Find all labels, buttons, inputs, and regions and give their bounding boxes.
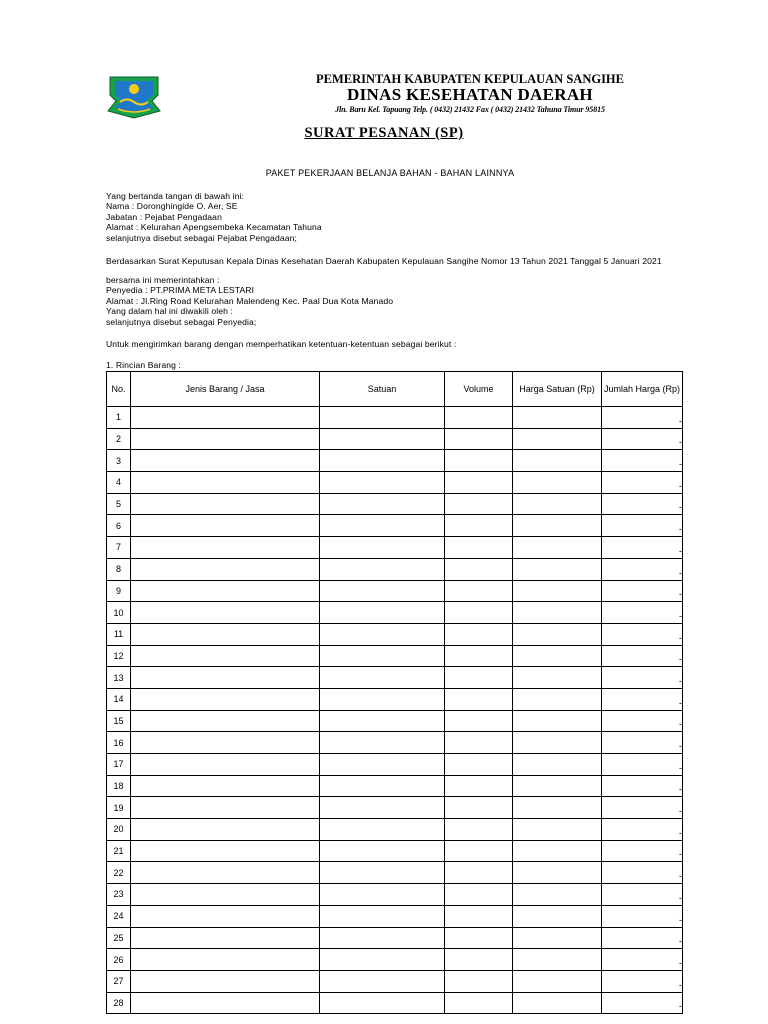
unit-cell — [320, 927, 445, 949]
row-number: 8 — [107, 558, 131, 580]
row-number: 20 — [107, 819, 131, 841]
unit-price-cell — [513, 558, 602, 580]
official-name: Nama : Doronghingide O. Aer, SE — [106, 201, 238, 211]
items-table-body — [107, 407, 683, 1014]
volume-cell — [445, 407, 513, 429]
item-cell — [131, 905, 320, 927]
volume-cell — [445, 797, 513, 819]
total-price-cell: - — [602, 949, 683, 971]
item-cell — [131, 537, 320, 559]
row-number: 7 — [107, 537, 131, 559]
unit-cell — [320, 558, 445, 580]
unit-price-cell — [513, 884, 602, 906]
item-cell — [131, 754, 320, 776]
unit-price-cell — [513, 580, 602, 602]
total-price-cell: - — [602, 602, 683, 624]
item-cell — [131, 992, 320, 1014]
unit-cell — [320, 949, 445, 971]
volume-cell — [445, 580, 513, 602]
unit-cell — [320, 840, 445, 862]
unit-cell — [320, 797, 445, 819]
row-number: 24 — [107, 905, 131, 927]
unit-price-cell — [513, 407, 602, 429]
row-number: 28 — [107, 992, 131, 1014]
agency-name: DINAS KESEHATAN DAERAH — [347, 85, 593, 104]
unit-cell — [320, 472, 445, 494]
column-header-no: No. — [107, 372, 131, 407]
total-price-cell: - — [602, 623, 683, 645]
intro-opening: Yang bertanda tangan di bawah ini: — [106, 191, 244, 201]
row-number: 5 — [107, 493, 131, 515]
government-name: PEMERINTAH KABUPATEN KEPULAUAN SANGIHE — [315, 72, 624, 86]
column-header-item: Jenis Barang / Jasa — [131, 372, 320, 407]
column-header-unit: Satuan — [320, 372, 445, 407]
row-number: 2 — [107, 428, 131, 450]
row-number: 23 — [107, 884, 131, 906]
row-number: 4 — [107, 472, 131, 494]
total-price-cell: - — [602, 840, 683, 862]
section-label: 1. Rincian Barang : — [106, 360, 181, 370]
volume-cell — [445, 472, 513, 494]
total-price-cell: - — [602, 732, 683, 754]
total-price-cell: - — [602, 754, 683, 776]
unit-price-cell — [513, 970, 602, 992]
total-price-cell: - — [602, 992, 683, 1014]
volume-cell — [445, 905, 513, 927]
table-row — [107, 949, 683, 971]
volume-cell — [445, 819, 513, 841]
total-price-cell: - — [602, 450, 683, 472]
table-row — [107, 862, 683, 884]
table-row — [107, 884, 683, 906]
item-cell — [131, 732, 320, 754]
total-price-cell: - — [602, 797, 683, 819]
total-price-cell: - — [602, 645, 683, 667]
item-cell — [131, 407, 320, 429]
document-title: SURAT PESANAN (SP) — [304, 125, 464, 141]
table-row — [107, 819, 683, 841]
delivery-instruction: Untuk mengirimkan barang dengan memperhatikan ketentuan-ketentuan sebagai berikut : — [106, 339, 457, 349]
item-cell — [131, 428, 320, 450]
table-row — [107, 775, 683, 797]
item-cell — [131, 840, 320, 862]
table-row — [107, 667, 683, 689]
unit-price-cell — [513, 992, 602, 1014]
package-title: PAKET PEKERJAAN BELANJA BAHAN - BAHAN LAINNYA — [265, 168, 515, 178]
volume-cell — [445, 775, 513, 797]
item-cell — [131, 580, 320, 602]
unit-price-cell — [513, 537, 602, 559]
regency-emblem-icon — [106, 73, 162, 119]
table-row — [107, 602, 683, 624]
unit-cell — [320, 688, 445, 710]
unit-price-cell — [513, 775, 602, 797]
table-row — [107, 645, 683, 667]
emblem-sun — [129, 84, 139, 94]
row-number: 19 — [107, 797, 131, 819]
total-price-cell: - — [602, 775, 683, 797]
column-header-unit-price: Harga Satuan (Rp) — [513, 372, 602, 407]
provider-name: Penyedia : PT.PRIMA META LESTARI — [106, 285, 255, 295]
unit-price-cell — [513, 732, 602, 754]
volume-cell — [445, 515, 513, 537]
total-price-cell: - — [602, 472, 683, 494]
total-price-cell: - — [602, 905, 683, 927]
column-header-total-price: Jumlah Harga (Rp) — [602, 372, 683, 407]
row-number: 25 — [107, 927, 131, 949]
volume-cell — [445, 688, 513, 710]
volume-cell — [445, 862, 513, 884]
table-row — [107, 428, 683, 450]
instruction-lead: bersama ini memerintahkan : — [106, 275, 220, 285]
item-cell — [131, 515, 320, 537]
row-number: 6 — [107, 515, 131, 537]
provider-designation: selanjutnya disebut sebagai Penyedia; — [106, 317, 257, 327]
row-number: 15 — [107, 710, 131, 732]
volume-cell — [445, 884, 513, 906]
total-price-cell: - — [602, 428, 683, 450]
row-number: 9 — [107, 580, 131, 602]
column-header-volume: Volume — [445, 372, 513, 407]
official-designation: selanjutnya disebut sebagai Pejabat Pengadaan; — [106, 233, 297, 243]
official-position: Jabatan : Pejabat Pengadaan — [106, 212, 222, 222]
total-price-cell: - — [602, 927, 683, 949]
unit-price-cell — [513, 949, 602, 971]
item-cell — [131, 862, 320, 884]
volume-cell — [445, 992, 513, 1014]
unit-price-cell — [513, 515, 602, 537]
volume-cell — [445, 450, 513, 472]
unit-price-cell — [513, 840, 602, 862]
row-number: 10 — [107, 602, 131, 624]
table-row — [107, 493, 683, 515]
total-price-cell: - — [602, 667, 683, 689]
row-number: 26 — [107, 949, 131, 971]
item-cell — [131, 949, 320, 971]
table-row — [107, 580, 683, 602]
total-price-cell: - — [602, 580, 683, 602]
unit-price-cell — [513, 472, 602, 494]
row-number: 13 — [107, 667, 131, 689]
unit-price-cell — [513, 710, 602, 732]
unit-price-cell — [513, 493, 602, 515]
table-row — [107, 450, 683, 472]
total-price-cell: - — [602, 407, 683, 429]
unit-cell — [320, 645, 445, 667]
items-table — [106, 371, 683, 1014]
row-number: 18 — [107, 775, 131, 797]
volume-cell — [445, 927, 513, 949]
table-row — [107, 927, 683, 949]
unit-price-cell — [513, 450, 602, 472]
unit-cell — [320, 905, 445, 927]
unit-price-cell — [513, 797, 602, 819]
volume-cell — [445, 667, 513, 689]
unit-price-cell — [513, 862, 602, 884]
volume-cell — [445, 493, 513, 515]
provider-address: Alamat : Jl.Ring Road Kelurahan Malendeng Kec. Paal Dua Kota Manado — [106, 296, 394, 306]
volume-cell — [445, 710, 513, 732]
volume-cell — [445, 623, 513, 645]
item-cell — [131, 970, 320, 992]
table-row — [107, 472, 683, 494]
table-row — [107, 970, 683, 992]
total-price-cell: - — [602, 970, 683, 992]
row-number: 16 — [107, 732, 131, 754]
volume-cell — [445, 558, 513, 580]
row-number: 12 — [107, 645, 131, 667]
unit-price-cell — [513, 602, 602, 624]
table-row — [107, 732, 683, 754]
unit-price-cell — [513, 428, 602, 450]
item-cell — [131, 667, 320, 689]
row-number: 11 — [107, 623, 131, 645]
unit-cell — [320, 970, 445, 992]
unit-cell — [320, 580, 445, 602]
row-number: 17 — [107, 754, 131, 776]
provider-representative: Yang dalam hal ini diwakili oleh : — [106, 306, 233, 316]
item-cell — [131, 710, 320, 732]
table-row — [107, 710, 683, 732]
row-number: 27 — [107, 970, 131, 992]
item-cell — [131, 797, 320, 819]
unit-cell — [320, 732, 445, 754]
item-cell — [131, 884, 320, 906]
item-cell — [131, 688, 320, 710]
table-row — [107, 797, 683, 819]
item-cell — [131, 493, 320, 515]
unit-price-cell — [513, 927, 602, 949]
item-cell — [131, 819, 320, 841]
unit-price-cell — [513, 667, 602, 689]
unit-cell — [320, 754, 445, 776]
unit-cell — [320, 775, 445, 797]
unit-cell — [320, 862, 445, 884]
item-cell — [131, 450, 320, 472]
volume-cell — [445, 949, 513, 971]
item-cell — [131, 775, 320, 797]
unit-price-cell — [513, 623, 602, 645]
row-number: 14 — [107, 688, 131, 710]
unit-cell — [320, 537, 445, 559]
table-row — [107, 992, 683, 1014]
volume-cell — [445, 645, 513, 667]
item-cell — [131, 472, 320, 494]
table-header-row — [107, 372, 683, 407]
table-row — [107, 558, 683, 580]
unit-cell — [320, 667, 445, 689]
item-cell — [131, 623, 320, 645]
unit-price-cell — [513, 819, 602, 841]
table-row — [107, 537, 683, 559]
table-row — [107, 840, 683, 862]
unit-price-cell — [513, 645, 602, 667]
unit-cell — [320, 623, 445, 645]
total-price-cell: - — [602, 515, 683, 537]
total-price-cell: - — [602, 688, 683, 710]
total-price-cell: - — [602, 819, 683, 841]
decree-basis: Berdasarkan Surat Keputusan Kepala Dinas Kesehatan Daerah Kabupaten Kepulauan Sangihe Nomor 13 Tahun 2021 Tanggal 5 Januari 2021 — [106, 256, 662, 266]
row-number: 21 — [107, 840, 131, 862]
item-cell — [131, 602, 320, 624]
item-cell — [131, 927, 320, 949]
table-row — [107, 688, 683, 710]
unit-cell — [320, 602, 445, 624]
unit-price-cell — [513, 905, 602, 927]
unit-cell — [320, 407, 445, 429]
table-row — [107, 754, 683, 776]
item-cell — [131, 558, 320, 580]
official-address: Alamat : Kelurahan Apengsembeka Kecamatan Tahuna — [106, 222, 322, 232]
volume-cell — [445, 754, 513, 776]
volume-cell — [445, 602, 513, 624]
volume-cell — [445, 840, 513, 862]
volume-cell — [445, 428, 513, 450]
unit-cell — [320, 450, 445, 472]
unit-cell — [320, 884, 445, 906]
unit-price-cell — [513, 754, 602, 776]
unit-cell — [320, 515, 445, 537]
item-cell — [131, 645, 320, 667]
table-row — [107, 515, 683, 537]
unit-cell — [320, 710, 445, 732]
agency-address: Jln. Baru Kel. Tapuang Telp. ( 0432) 21432 Fax ( 0432) 21432 Tahuna Timur 95815 — [335, 105, 605, 114]
unit-cell — [320, 992, 445, 1014]
volume-cell — [445, 970, 513, 992]
total-price-cell: - — [602, 537, 683, 559]
unit-cell — [320, 428, 445, 450]
total-price-cell: - — [602, 558, 683, 580]
volume-cell — [445, 537, 513, 559]
table-row — [107, 623, 683, 645]
row-number: 3 — [107, 450, 131, 472]
row-number: 1 — [107, 407, 131, 429]
total-price-cell: - — [602, 884, 683, 906]
volume-cell — [445, 732, 513, 754]
unit-price-cell — [513, 688, 602, 710]
row-number: 22 — [107, 862, 131, 884]
unit-cell — [320, 493, 445, 515]
total-price-cell: - — [602, 710, 683, 732]
table-row — [107, 407, 683, 429]
table-row — [107, 905, 683, 927]
unit-cell — [320, 819, 445, 841]
total-price-cell: - — [602, 862, 683, 884]
total-price-cell: - — [602, 493, 683, 515]
